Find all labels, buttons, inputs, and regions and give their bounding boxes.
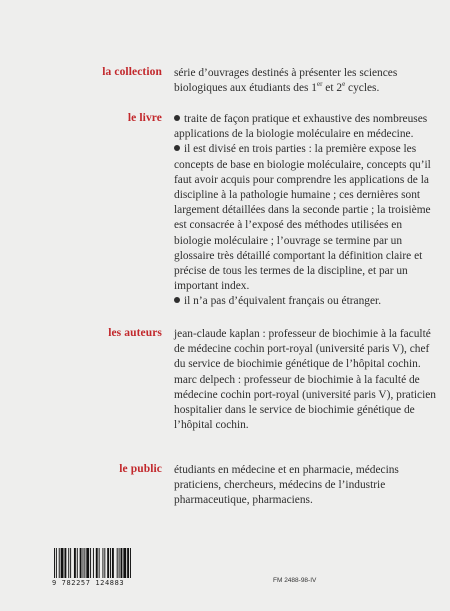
barcode-bar — [130, 548, 131, 578]
barcode-bar — [64, 548, 66, 578]
text-auteurs — [174, 327, 436, 433]
reference-code: FM 2488-98-IV — [273, 577, 317, 584]
author-kaplan: jean-claude kaplan : professeur de biochimie à la faculté de médecine cochin port-royal (université paris V), chef du service de biochimie génétique de l’hôpital cochin. — [174, 328, 431, 371]
text-public: étudiants en médecine et en pharmacie, médecins praticiens, chercheurs, médecins de l’industrie pharmaceutique, pharmaciens. — [174, 464, 399, 507]
barcode-bar — [90, 548, 91, 578]
barcode-bar — [83, 548, 84, 578]
barcode-bar — [119, 548, 120, 578]
barcode-bar — [77, 548, 78, 578]
barcode-bar — [70, 548, 71, 578]
bullet-icon — [174, 297, 180, 303]
text-livre — [174, 112, 436, 310]
barcode-bar — [117, 548, 118, 578]
barcode-number: 9 782257 124883 — [52, 579, 125, 587]
bullet-icon — [174, 115, 180, 121]
barcode-bar — [102, 548, 103, 578]
bullet-icon — [174, 145, 180, 151]
barcode-bar — [74, 548, 76, 578]
barcode-bar — [80, 548, 82, 578]
label-public: le public — [119, 463, 162, 475]
barcode-bar — [56, 548, 57, 578]
label-livre: le livre — [127, 112, 162, 124]
barcode-bar — [127, 548, 129, 578]
text-collection: série d’ouvrages destinés à présenter les sciences biologiques aux étudiants des 1er et 2e cycles. — [174, 67, 398, 95]
author-delpech: marc delpech : professeur de biochimie à la faculté de médecine cochin port-royal (université paris V), praticien hospitalier dans le service de biochimie génétique de l’hôpital cochin. — [174, 373, 436, 432]
barcode — [52, 548, 158, 588]
barcode-bar — [86, 548, 89, 578]
barcode-bar — [107, 548, 109, 578]
barcode-bar — [54, 548, 55, 578]
barcode-bar — [110, 548, 111, 578]
barcode-bar — [121, 548, 123, 578]
barcode-bar — [93, 548, 94, 578]
barcode-bar — [84, 548, 85, 578]
label-collection: la collection — [102, 66, 162, 78]
barcode-bar — [99, 548, 100, 578]
barcode-bar — [59, 548, 60, 578]
barcode-bar — [123, 548, 126, 578]
label-auteurs: les auteurs — [108, 327, 162, 339]
barcode-bar — [96, 548, 98, 578]
livre-bullet-2: il est divisé en trois parties : la première expose les concepts de base en biologie moléculaire, concepts qu’il faut avoir acquis pour comprendre les applications de la discipline à la pathologie humaine ; ces dernières sont largement détaillées dans la seconde partie ; la troisième est consacrée à l’exposé des méthodes utilisées en biologie moléculaire ; l’ouvrage se termine par un glossaire très détaillé comportant la définition claire et précise de tous les termes de la discipline, et par un important index. — [174, 143, 431, 293]
barcode-bar — [68, 548, 69, 578]
barcode-bar — [104, 548, 105, 578]
livre-bullet-3: il n’a pas d’équivalent français ou étranger. — [174, 294, 436, 309]
livre-bullet-1: traite de façon pratique et exhaustive des nombreuses applications de la biologie moléculaire en médecine. — [174, 113, 428, 141]
barcode-bar — [61, 548, 64, 578]
barcode-bar — [112, 548, 114, 578]
barcode-bars — [52, 548, 158, 578]
